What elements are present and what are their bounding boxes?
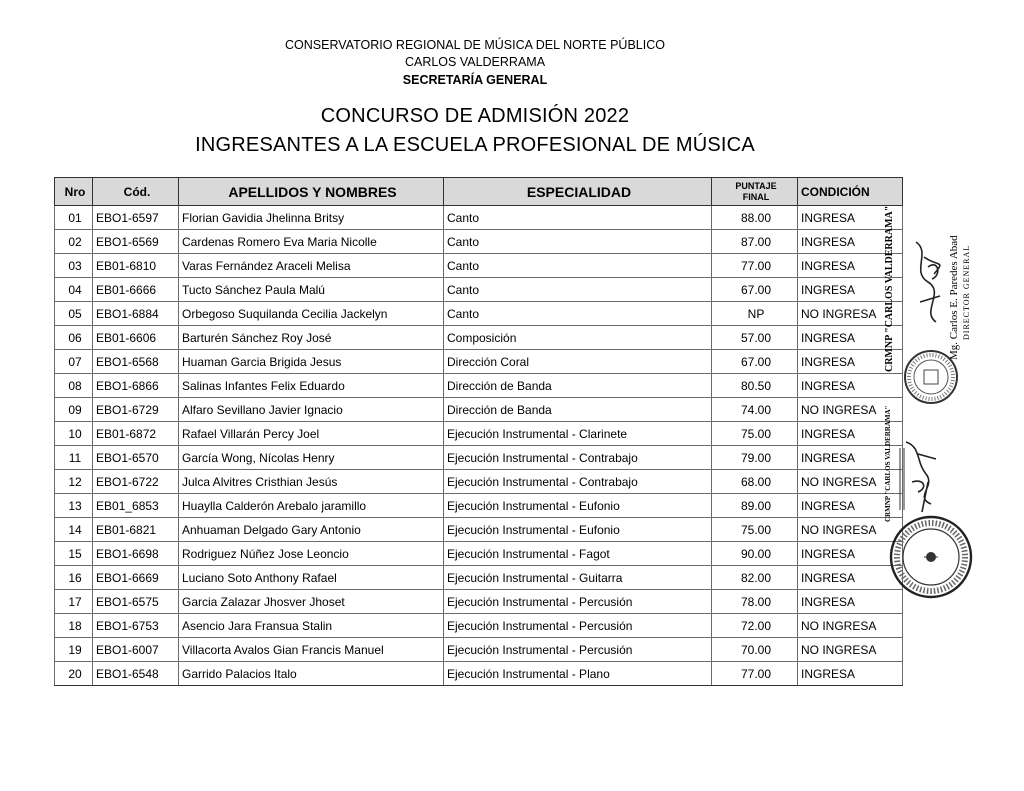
row-nro: 15 [55, 542, 93, 566]
row-condicion: INGRESA [798, 542, 903, 566]
row-nro: 09 [55, 398, 93, 422]
row-especialidad: Ejecución Instrumental - Plano [444, 662, 712, 686]
row-puntaje: 74.00 [712, 398, 798, 422]
row-cod: EB01-6821 [93, 518, 179, 542]
column-header-condicion: CONDICIÓN [798, 178, 903, 206]
row-puntaje: 70.00 [712, 638, 798, 662]
row-nro: 17 [55, 590, 93, 614]
row-puntaje: 67.00 [712, 350, 798, 374]
row-nro: 14 [55, 518, 93, 542]
row-puntaje: 78.00 [712, 590, 798, 614]
row-especialidad: Composición [444, 326, 712, 350]
row-nro: 02 [55, 230, 93, 254]
row-condicion: NO INGRESA [798, 518, 903, 542]
director-signature-icon [916, 242, 940, 322]
column-header-especialidad: ESPECIALIDAD [444, 178, 712, 206]
document-title: CONCURSO DE ADMISIÓN 2022 [320, 105, 630, 127]
table-row [55, 230, 903, 254]
table-row [55, 422, 903, 446]
row-puntaje: 75.00 [712, 518, 798, 542]
row-especialidad: Ejecución Instrumental - Guitarra [444, 566, 712, 590]
row-especialidad: Ejecución Instrumental - Contrabajo [444, 470, 712, 494]
row-puntaje: 72.00 [712, 614, 798, 638]
row-puntaje: 67.00 [712, 278, 798, 302]
row-especialidad: Ejecución Instrumental - Eufonio [444, 494, 712, 518]
row-nro: 07 [55, 350, 93, 374]
table-row [55, 662, 903, 686]
table-row [55, 638, 903, 662]
row-nro: 13 [55, 494, 93, 518]
institution-name: CONSERVATORIO REGIONAL DE MÚSICA DEL NORTE PÚBLICO [285, 38, 665, 52]
row-cod: EBO1-6753 [93, 614, 179, 638]
row-condicion: INGRESA [798, 590, 903, 614]
table-row [55, 278, 903, 302]
row-nro: 06 [55, 326, 93, 350]
row-cod: EBO1-6575 [93, 590, 179, 614]
row-name: Huaylla Calderón Arebalo jaramillo [179, 494, 444, 518]
row-condicion: INGRESA [798, 566, 903, 590]
row-puntaje: 88.00 [712, 206, 798, 230]
table-row [55, 398, 903, 422]
row-nro: 11 [55, 446, 93, 470]
department-name: SECRETARÍA GENERAL [402, 73, 548, 87]
row-cod: EB01_6853 [93, 494, 179, 518]
table-row [55, 590, 903, 614]
row-condicion: INGRESA [798, 230, 903, 254]
row-nro: 20 [55, 662, 93, 686]
admissions-table [54, 177, 903, 686]
row-name: Rodriguez Núñez Jose Leoncio [179, 542, 444, 566]
row-puntaje: 82.00 [712, 566, 798, 590]
row-especialidad: Canto [444, 206, 712, 230]
row-cod: EB01-6872 [93, 422, 179, 446]
table-header-row [55, 178, 903, 206]
row-nro: 08 [55, 374, 93, 398]
row-condicion: NO INGRESA [798, 614, 903, 638]
row-name: Garcia Zalazar Jhosver Jhoset [179, 590, 444, 614]
row-especialidad: Ejecución Instrumental - Contrabajo [444, 446, 712, 470]
row-nro: 05 [55, 302, 93, 326]
row-nro: 10 [55, 422, 93, 446]
row-nro: 12 [55, 470, 93, 494]
director-stamp-text: CRMNP "CARLOS VALDERRAMA" [884, 205, 895, 372]
row-puntaje: NP [712, 302, 798, 326]
row-puntaje: 77.00 [712, 254, 798, 278]
table-row [55, 494, 903, 518]
table-row [55, 470, 903, 494]
column-header-puntaje [712, 178, 798, 206]
row-puntaje: 75.00 [712, 422, 798, 446]
row-condicion: NO INGRESA [798, 302, 903, 326]
institution-subname: CARLOS VALDERRAMA [404, 55, 546, 69]
row-name: Varas Fernández Araceli Melisa [179, 254, 444, 278]
row-name: Alfaro Sevillano Javier Ignacio [179, 398, 444, 422]
row-puntaje: 87.00 [712, 230, 798, 254]
row-cod: EB01-6606 [93, 326, 179, 350]
row-puntaje: 89.00 [712, 494, 798, 518]
row-nro: 16 [55, 566, 93, 590]
row-puntaje: 90.00 [712, 542, 798, 566]
column-header-name: APELLIDOS Y NOMBRES [179, 178, 444, 206]
row-name: Julca Alvitres Cristhian Jesús [179, 470, 444, 494]
row-name: Luciano Soto Anthony Rafael [179, 566, 444, 590]
row-especialidad: Dirección de Banda [444, 398, 712, 422]
row-especialidad: Ejecución Instrumental - Fagot [444, 542, 712, 566]
secretary-signature-icon [900, 442, 936, 512]
table-row [55, 206, 903, 230]
row-name: Barturén Sánchez Roy José [179, 326, 444, 350]
row-condicion: INGRESA [798, 254, 903, 278]
row-condicion: INGRESA [798, 278, 903, 302]
row-cod: EBO1-6669 [93, 566, 179, 590]
row-puntaje: 77.00 [712, 662, 798, 686]
row-cod: EBO1-6884 [93, 302, 179, 326]
row-cod: EBO1-6548 [93, 662, 179, 686]
table-row [55, 542, 903, 566]
row-especialidad: Dirección Coral [444, 350, 712, 374]
row-especialidad: Canto [444, 302, 712, 326]
row-name: Huaman Garcia Brigida Jesus [179, 350, 444, 374]
row-especialidad: Ejecución Instrumental - Percusión [444, 638, 712, 662]
row-condicion: INGRESA [798, 446, 903, 470]
table-row [55, 566, 903, 590]
column-header-nro: Nro [55, 178, 93, 206]
row-name: Tucto Sánchez Paula Malú [179, 278, 444, 302]
row-cod: EB01-6666 [93, 278, 179, 302]
table-row [55, 518, 903, 542]
row-condicion: NO INGRESA [798, 470, 903, 494]
table-row [55, 326, 903, 350]
row-cod: EBO1-6698 [93, 542, 179, 566]
row-nro: 03 [55, 254, 93, 278]
row-name: Florian Gavidia Jhelinna Britsy [179, 206, 444, 230]
row-puntaje: 79.00 [712, 446, 798, 470]
table-row [55, 350, 903, 374]
column-header-cod: Cód. [93, 178, 179, 206]
row-especialidad: Canto [444, 278, 712, 302]
director-title: DIRECTOR GENERAL [962, 244, 971, 340]
column-header-puntaje-line1: PUNTAJE [735, 180, 777, 191]
stamps-signatures-area [876, 205, 986, 612]
table-row [55, 614, 903, 638]
row-condicion: INGRESA [798, 422, 903, 446]
row-name: Cardenas Romero Eva Maria Nicolle [179, 230, 444, 254]
row-condicion: NO INGRESA [798, 398, 903, 422]
row-cod: EBO1-6569 [93, 230, 179, 254]
row-cod: EB01-6810 [93, 254, 179, 278]
row-especialidad: Canto [444, 230, 712, 254]
secretary-stamp-text: CRMNP "CARLOS VALDERRAMA" [884, 405, 892, 522]
column-header-puntaje-line2: FINAL [742, 191, 770, 202]
row-condicion: INGRESA [798, 374, 903, 398]
row-name: Orbegoso Suquilanda Cecilia Jackelyn [179, 302, 444, 326]
row-nro: 04 [55, 278, 93, 302]
row-puntaje: 57.00 [712, 326, 798, 350]
row-condicion: INGRESA [798, 662, 903, 686]
row-especialidad: Canto [444, 254, 712, 278]
table-row [55, 446, 903, 470]
table-row [55, 374, 903, 398]
row-especialidad: Ejecución Instrumental - Percusión [444, 614, 712, 638]
row-cod: EBO1-6729 [93, 398, 179, 422]
row-especialidad: Ejecución Instrumental - Eufonio [444, 518, 712, 542]
row-cod: EBO1-6597 [93, 206, 179, 230]
row-cod: EBO1-6568 [93, 350, 179, 374]
row-cod: EBO1-6007 [93, 638, 179, 662]
row-name: Garrido Palacios Italo [179, 662, 444, 686]
document-subtitle: INGRESANTES A LA ESCUELA PROFESIONAL DE MÚSICA [195, 134, 755, 156]
row-name: García Wong, Nícolas Henry [179, 446, 444, 470]
row-name: Rafael Villarán Percy Joel [179, 422, 444, 446]
row-condicion: INGRESA [798, 494, 903, 518]
row-especialidad: Ejecución Instrumental - Percusión [444, 590, 712, 614]
row-condicion: NO INGRESA [798, 638, 903, 662]
row-name: Asencio Jara Fransua Stalin [179, 614, 444, 638]
table-row [55, 302, 903, 326]
row-condicion: INGRESA [798, 326, 903, 350]
row-condicion: INGRESA [798, 206, 903, 230]
row-cod: EBO1-6866 [93, 374, 179, 398]
row-cod: EBO1-6722 [93, 470, 179, 494]
row-name: Salinas Infantes Felix Eduardo [179, 374, 444, 398]
row-cod: EBO1-6570 [93, 446, 179, 470]
row-name: Villacorta Avalos Gian Francis Manuel [179, 638, 444, 662]
row-nro: 18 [55, 614, 93, 638]
table-body [55, 206, 903, 686]
secretary-seal-icon [891, 517, 971, 597]
table-row [55, 254, 903, 278]
row-especialidad: Ejecución Instrumental - Clarinete [444, 422, 712, 446]
row-puntaje: 68.00 [712, 470, 798, 494]
row-especialidad: Dirección de Banda [444, 374, 712, 398]
row-nro: 01 [55, 206, 93, 230]
row-condicion: INGRESA [798, 350, 903, 374]
director-name: Mg. Carlos E. Paredes Abad [948, 235, 960, 360]
row-name: Anhuaman Delgado Gary Antonio [179, 518, 444, 542]
row-puntaje: 80.50 [712, 374, 798, 398]
row-nro: 19 [55, 638, 93, 662]
